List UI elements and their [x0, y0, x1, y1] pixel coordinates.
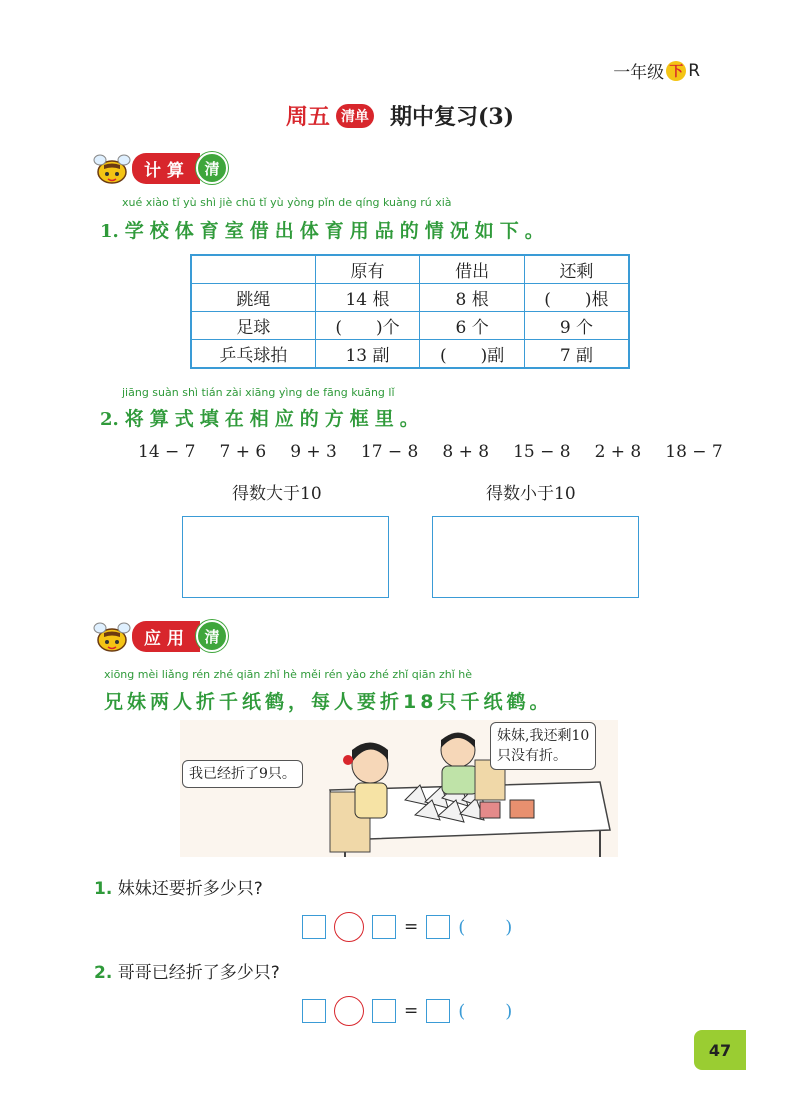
q1-number: 1.: [100, 221, 119, 242]
expression[interactable]: 8 + 8: [442, 442, 490, 462]
q2-number: 2.: [100, 409, 119, 430]
apply-pinyin: xiōng mèi liǎng rén zhé qiān zhǐ hè měi rén yào zhé zhǐ qiān zhǐ hè: [104, 668, 473, 681]
equals-sign: =: [404, 917, 419, 937]
table-cell: 乒乓球拍: [191, 340, 315, 369]
expression[interactable]: 2 + 8: [594, 442, 642, 462]
bee-icon: [92, 618, 132, 654]
table-answer-cell[interactable]: ( )副: [420, 340, 525, 369]
expression[interactable]: 17 − 8: [360, 442, 419, 462]
table-header: 原有: [315, 255, 420, 284]
unit-parentheses[interactable]: (): [458, 1000, 553, 1022]
table-header: [191, 255, 315, 284]
q1-pinyin: xué xiào tǐ yù shì jiè chū tǐ yù yòng pǐn de qíng kuàng rú xià: [122, 196, 452, 209]
section-tag-label: 应用: [132, 621, 200, 652]
answer-square[interactable]: [426, 915, 450, 939]
page-title: [0, 100, 800, 131]
section-tag-calc: [92, 150, 228, 186]
answer-square[interactable]: [302, 999, 326, 1023]
table-cell: 14 根: [315, 284, 420, 312]
operator-circle[interactable]: [334, 912, 364, 942]
section-tag-circle: 清: [196, 152, 228, 184]
sub-question-2: [94, 958, 280, 983]
operator-circle[interactable]: [334, 996, 364, 1026]
answer-square[interactable]: [372, 999, 396, 1023]
illustration: [180, 720, 618, 857]
page-number: 47: [694, 1030, 746, 1070]
table-answer-cell[interactable]: ( )根: [524, 284, 629, 312]
expression-list: [138, 442, 747, 462]
grade-suffix: R: [688, 60, 700, 81]
table-header-row: [191, 255, 629, 284]
equation-row-1: [302, 912, 552, 942]
answer-square[interactable]: [302, 915, 326, 939]
expression[interactable]: 14 − 7: [138, 442, 196, 462]
table-header: 借出: [420, 255, 525, 284]
speech-bubble-boy: [490, 722, 596, 770]
table-cell: 7 副: [524, 340, 629, 369]
sub-question-text: 哥哥已经折了多少只?: [117, 963, 280, 983]
table-row: [191, 312, 629, 340]
boy-speech-line1: 妹妹,我还剩10: [497, 728, 590, 744]
expression[interactable]: 15 − 8: [513, 442, 571, 462]
boy-speech-line2: 只没有折。: [497, 748, 567, 764]
grade-badge: 下: [666, 61, 686, 81]
q2-pinyin: jiāng suàn shì tián zài xiāng yìng de fāng kuāng lǐ: [122, 386, 395, 399]
answer-square[interactable]: [372, 915, 396, 939]
equals-sign: =: [404, 1001, 419, 1021]
speech-bubble-girl: 我已经折了9只。: [182, 760, 303, 788]
table-cell: 8 根: [420, 284, 525, 312]
equipment-table: [190, 254, 630, 369]
title-badge: 清单: [336, 104, 374, 128]
expression[interactable]: 18 − 7: [665, 442, 723, 462]
expression[interactable]: 9 + 3: [290, 442, 337, 462]
equation-row-2: [302, 996, 552, 1026]
table-cell: 6 个: [420, 312, 525, 340]
q1-heading: [100, 216, 550, 243]
section-tag-apply: [92, 618, 228, 654]
apply-text: 兄妹两人折千纸鹤，每人要折18只千纸鹤。: [104, 691, 553, 713]
table-row: [191, 284, 629, 312]
bee-icon: [92, 150, 132, 186]
section-tag-circle: 清: [196, 620, 228, 652]
q2-text: 将算式填在相应的方框里。: [124, 408, 425, 430]
sub-question-text: 妹妹还要折多少只?: [117, 879, 263, 899]
grade-prefix: 一年级: [613, 63, 665, 83]
table-cell: 13 副: [315, 340, 420, 369]
grade-label: [613, 58, 700, 83]
q2-heading: [100, 404, 425, 431]
table-row: [191, 340, 629, 369]
table-cell: 跳绳: [191, 284, 315, 312]
sub-question-number: 1.: [94, 879, 113, 899]
unit-parentheses[interactable]: (): [458, 916, 553, 938]
answer-box-less[interactable]: [432, 516, 639, 598]
sub-question-number: 2.: [94, 963, 113, 983]
table-header: 还剩: [524, 255, 629, 284]
expression[interactable]: 7 + 6: [219, 442, 267, 462]
answer-square[interactable]: [426, 999, 450, 1023]
q1-text: 学校体育室借出体育用品的情况如下。: [124, 220, 550, 242]
box-right-label: 得数小于10: [486, 484, 576, 504]
section-tag-label: 计算: [132, 153, 200, 184]
box-left-label: 得数大于10: [232, 484, 322, 504]
answer-box-greater[interactable]: [182, 516, 389, 598]
sub-question-1: [94, 874, 263, 899]
title-day: 周五: [285, 104, 330, 130]
table-cell: 足球: [191, 312, 315, 340]
title-main: 期中复习(3): [389, 104, 515, 130]
table-cell: 9 个: [524, 312, 629, 340]
table-answer-cell[interactable]: ( )个: [315, 312, 420, 340]
